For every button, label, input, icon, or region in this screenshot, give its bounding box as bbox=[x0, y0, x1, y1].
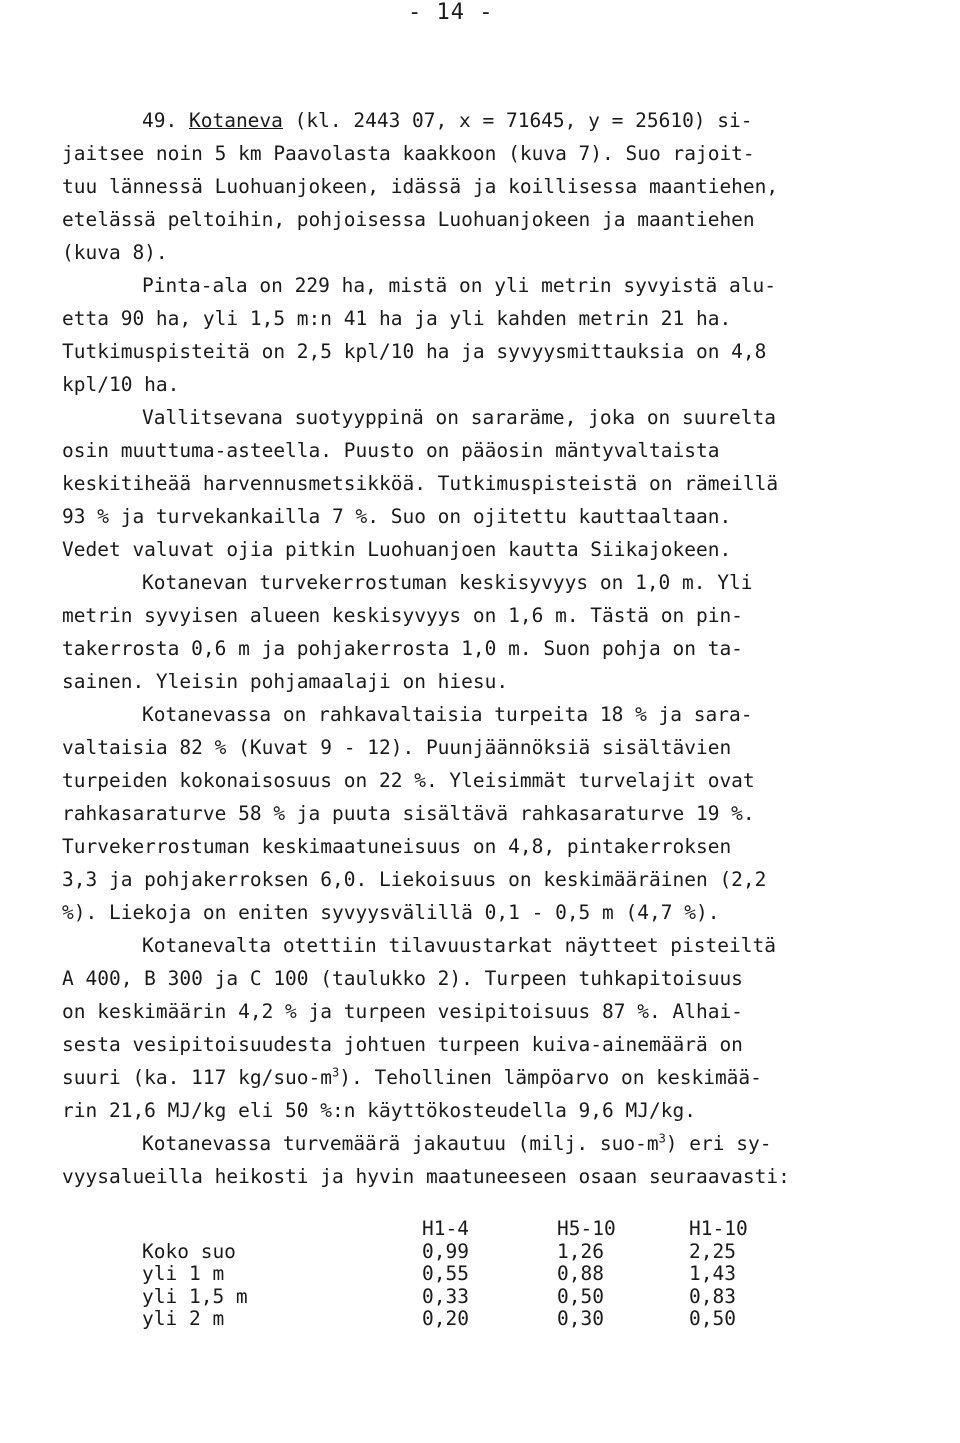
document-body bbox=[62, 104, 882, 1193]
text-line: valtaisia 82 % (Kuvat 9 - 12). Puunjäännöksiä sisältävien bbox=[62, 736, 732, 759]
section-name-rest: (kl. 2443 07, x = 71645, y = 25610) si- bbox=[282, 109, 753, 132]
table-row-label: yli 1,5 m bbox=[142, 1284, 248, 1308]
text-line: Vallitsevana suotyyppinä on sararäme, joka on suurelta bbox=[142, 406, 776, 429]
text-segment: ) eri sy- bbox=[665, 1132, 772, 1155]
table-row bbox=[142, 1262, 736, 1286]
text-line-superscript bbox=[62, 1061, 882, 1094]
text-segment: ). Tehollinen lämpöarvo on keskimää- bbox=[339, 1066, 762, 1089]
text-line: vyysalueilla heikosti ja hyvin maatuneeseen osaan seuraavasti: bbox=[62, 1165, 790, 1188]
table-row-label: yli 1 m bbox=[142, 1262, 225, 1285]
superscript: 3 bbox=[332, 1065, 340, 1080]
text-line: Turvekerrostuman keskimaatuneisuus on 4,8, pintakerroksen bbox=[62, 835, 732, 858]
text-line: Vedet valuvat ojia pitkin Luohuanjoen kautta Siikajokeen. bbox=[62, 538, 732, 561]
text-line: kpl/10 ha. bbox=[62, 373, 180, 396]
table-header-row bbox=[142, 1217, 748, 1241]
text-line-superscript bbox=[62, 1127, 882, 1160]
table-cell: 0,88 bbox=[557, 1262, 604, 1285]
text-line: sainen. Yleisin pohjamaalaji on hiesu. bbox=[62, 670, 509, 693]
table-header-cell: H1-10 bbox=[689, 1217, 748, 1240]
table-cell: 0,50 bbox=[557, 1284, 604, 1308]
text-line: rahkasaraturve 58 % ja puuta sisältävä rahkasaraturve 19 %. bbox=[62, 802, 755, 825]
text-line: A 400, B 300 ja C 100 (taulukko 2). Turpeen tuhkapitoisuus bbox=[62, 967, 743, 990]
text-line: Kotanevan turvekerrostuman keskisyvyys on 1,0 m. Yli bbox=[142, 571, 753, 594]
table-row-label: yli 2 m bbox=[142, 1307, 225, 1330]
page-number: - 14 - bbox=[408, 0, 494, 25]
text-line: turpeiden kokonaisosuus on 22 %. Yleisimmät turvelajit ovat bbox=[62, 769, 755, 792]
table-row bbox=[142, 1239, 736, 1264]
text-line: on keskimäärin 4,2 % ja turpeen vesipitoisuus 87 %. Alhai- bbox=[62, 1000, 743, 1023]
peat-volume-table bbox=[142, 1217, 748, 1331]
text-line: etelässä peltoihin, pohjoisessa Luohuanjokeen ja maantiehen bbox=[62, 208, 755, 231]
table-row bbox=[142, 1284, 736, 1309]
text-line: Kotanevassa on rahkavaltaisia turpeita 18 % ja sara- bbox=[142, 703, 753, 726]
table-cell: 2,25 bbox=[689, 1239, 736, 1263]
text-line: (kuva 8). bbox=[62, 241, 168, 264]
table-cell: 0,33 bbox=[422, 1284, 469, 1308]
text-line: Pinta-ala on 229 ha, mistä on yli metrin syvyistä alu- bbox=[142, 274, 776, 297]
text-line: etta 90 ha, yli 1,5 m:n 41 ha ja yli kahden metrin 21 ha. bbox=[62, 307, 732, 330]
table-row-label: Koko suo bbox=[142, 1239, 236, 1263]
text-line: Kotanevalta otettiin tilavuustarkat näytteet pisteiltä bbox=[142, 934, 776, 957]
section-heading-line bbox=[62, 104, 882, 137]
text-line: 93 % ja turvekankailla 7 %. Suo on ojitettu kauttaaltaan. bbox=[62, 505, 732, 528]
table-cell: 0,99 bbox=[422, 1239, 469, 1263]
text-segment: suuri (ka. 117 kg/suo-m bbox=[62, 1066, 333, 1089]
superscript: 3 bbox=[658, 1131, 666, 1146]
text-line: Tutkimuspisteitä on 2,5 kpl/10 ha ja syvyysmittauksia on 4,8 bbox=[62, 340, 767, 363]
table-header-cell: H5-10 bbox=[557, 1217, 616, 1240]
table-cell: 0,30 bbox=[557, 1307, 604, 1330]
table-cell: 0,20 bbox=[422, 1307, 469, 1330]
table-cell: 0,83 bbox=[689, 1284, 736, 1308]
text-line: %). Liekoja on eniten syvyysvälillä 0,1 - 0,5 m (4,7 %). bbox=[62, 901, 720, 924]
table-header-cell: H1-4 bbox=[422, 1217, 469, 1240]
table-cell: 0,50 bbox=[689, 1307, 736, 1330]
text-line: tuu lännessä Luohuanjokeen, idässä ja koillisessa maantiehen, bbox=[62, 175, 779, 198]
text-line: keskitiheää harvennusmetsikköä. Tutkimuspisteistä on rämeillä bbox=[62, 472, 779, 495]
section-name: Kotaneva bbox=[188, 109, 283, 132]
text-line: takerrosta 0,6 m ja pohjakerrosta 1,0 m. Suon pohja on ta- bbox=[62, 637, 743, 660]
text-segment: Kotanevassa turvemäärä jakautuu (milj. suo-m bbox=[142, 1132, 659, 1155]
text-line: metrin syvyisen alueen keskisyvyys on 1,6 m. Tästä on pin- bbox=[62, 604, 743, 627]
table-cell: 0,55 bbox=[422, 1262, 469, 1285]
text-line: rin 21,6 MJ/kg eli 50 %:n käyttökosteudella 9,6 MJ/kg. bbox=[62, 1099, 696, 1122]
text-line: 3,3 ja pohjakerroksen 6,0. Liekoisuus on keskimääräinen (2,2 bbox=[62, 868, 767, 891]
text-line: osin muuttuma-asteella. Puusto on pääosin mäntyvaltaista bbox=[62, 439, 720, 462]
table-cell: 1,43 bbox=[689, 1262, 736, 1285]
table-cell: 1,26 bbox=[557, 1239, 604, 1263]
section-number: 49. bbox=[142, 109, 178, 132]
table-row bbox=[142, 1307, 736, 1331]
text-line: jaitsee noin 5 km Paavolasta kaakkoon (kuva 7). Suo rajoit- bbox=[62, 142, 755, 165]
text-line: sesta vesipitoisuudesta johtuen turpeen kuiva-ainemäärä on bbox=[62, 1033, 743, 1056]
